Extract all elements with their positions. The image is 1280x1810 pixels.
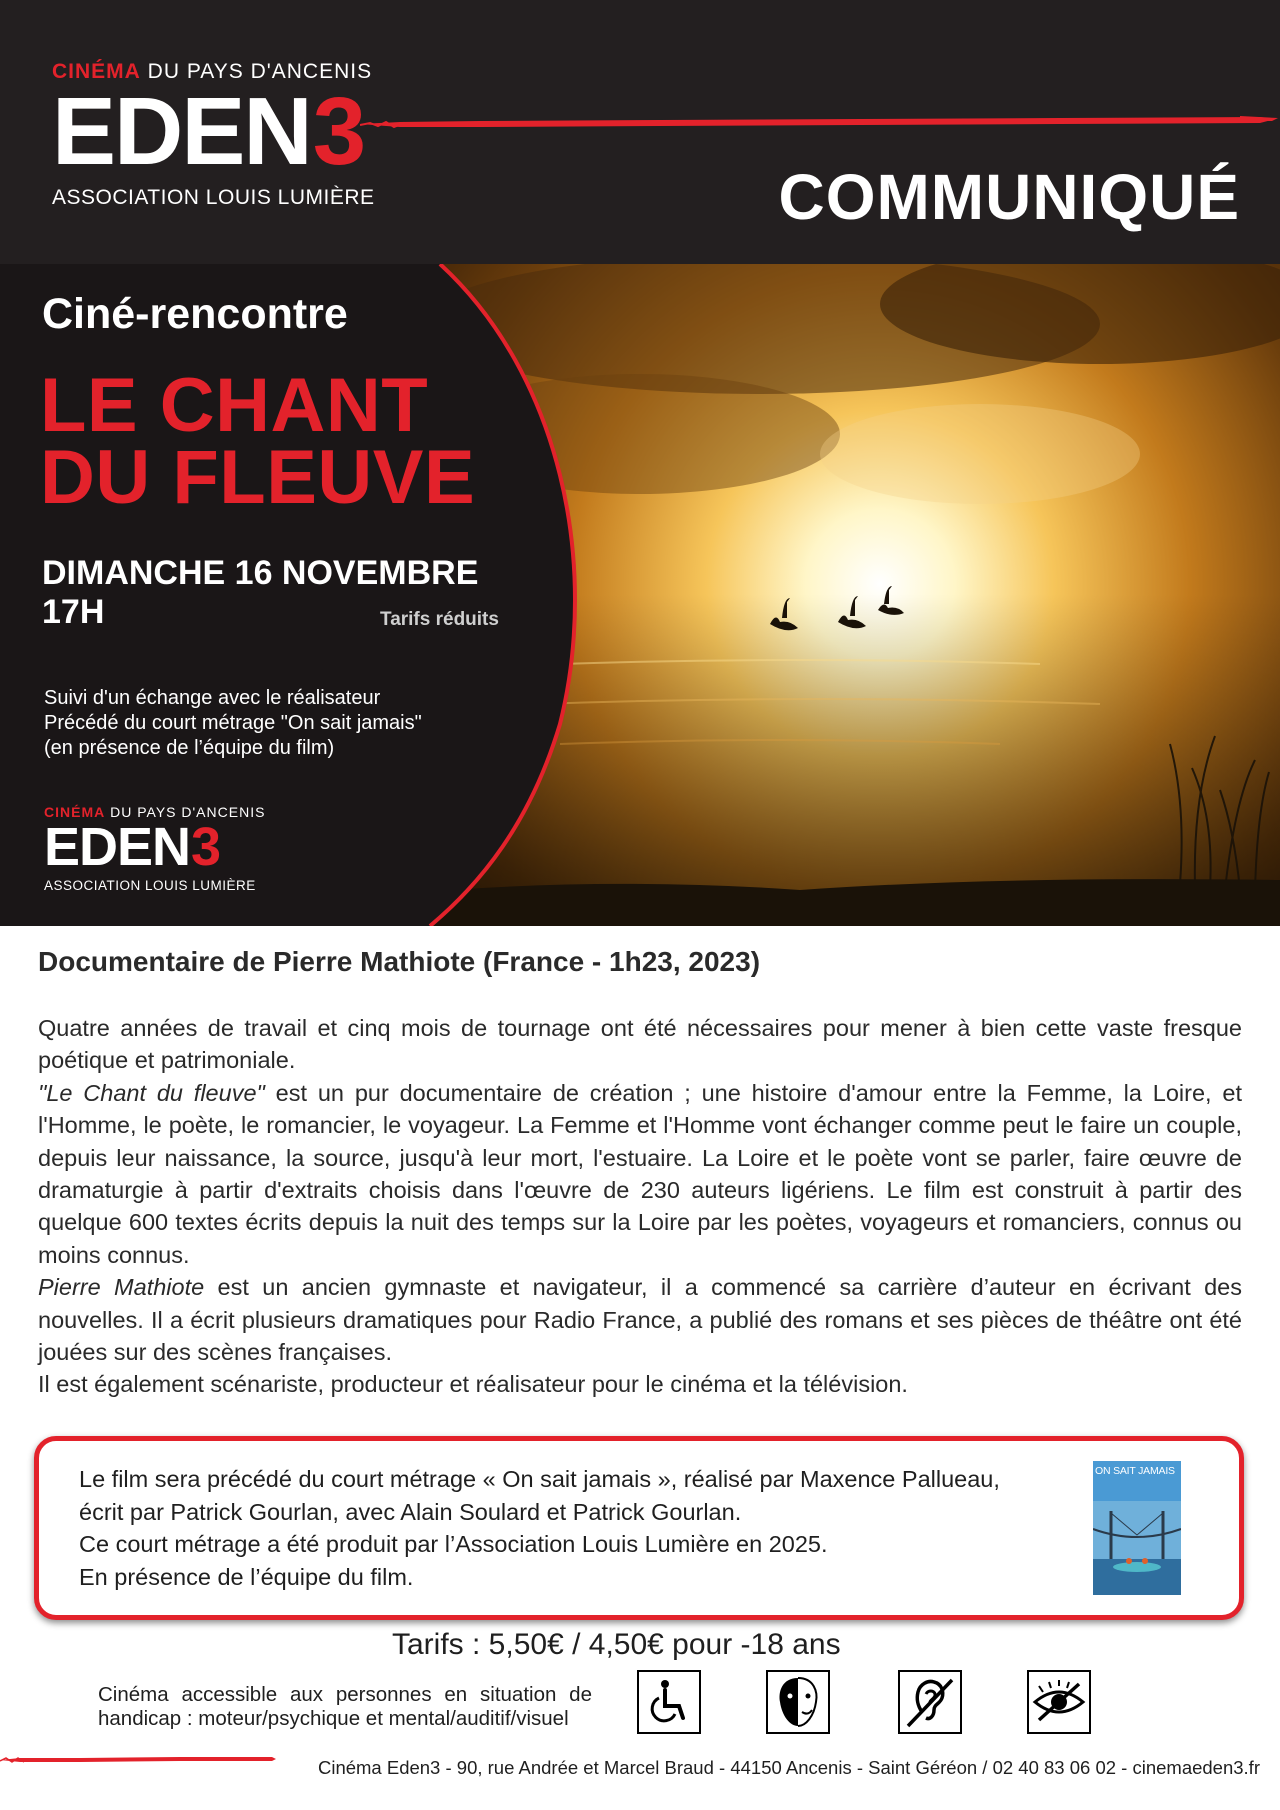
communique-heading: COMMUNIQUÉ (778, 161, 1240, 233)
synopsis (38, 1012, 1242, 1401)
hero-text-panel (0, 264, 600, 926)
short-film-box (34, 1436, 1244, 1620)
visually-impaired-icon (1027, 1670, 1091, 1734)
event-kicker: Ciné-rencontre (42, 290, 348, 338)
accessibility-note: Cinéma accessible aux personnes en situation de handicap : moteur/psychique et mental/auditif/visuel (98, 1683, 592, 1730)
logo-top-line: CINÉMA DU PAYS D'ANCENIS (44, 804, 266, 820)
poster-title: ON SAIT JAMAIS (1095, 1465, 1175, 1477)
documentary-title: Documentaire de Pierre Mathiote (France - 1h23, 2023) (38, 946, 761, 977)
paragraph-4: Il est également scénariste, producteur et réalisateur pour le cinéma et la télévision. (38, 1371, 908, 1398)
hearing-impaired-icon (898, 1670, 962, 1734)
tarifs-reduits-label: Tarifs réduits (380, 609, 499, 630)
eden3-logo (52, 60, 375, 210)
cinema-address: Cinéma Eden3 - 90, rue Andrée et Marcel Braud - 44150 Ancenis - Saint Géréon / 02 40 83 06 02 - cinemaeden3.fr (317, 1757, 1260, 1778)
paragraph-1: Quatre années de travail et cinq mois de tournage ont été nécessaires pour mener à bien cette vaste fresque poétique et patrimoniale. (38, 1015, 1242, 1074)
logo-top-line: CINÉMA DU PAYS D'ANCENIS (52, 60, 373, 83)
paragraph-2: "Le Chant du fleuve" est un pur documentaire de création ; une histoire d'amour entre la Femme, la Loire, et l'Homme, le poète, le romancier, le voyageur. La Femme et l'Homme vont échanger comme peut le faire un couple, depuis leur naissance, la source, jusqu'à leur mort, l'estuaire. La Loire et le poète vont se parler, faire œuvre de dramaturgie à partir d'extraits choisis dans l'œuvre de 230 auteurs ligériens. Le film est construit à partir des quelque 600 textes écrits depuis la nuit des temps sur la Loire par les poètes, voyageurs et romanciers, connus ou moins connus. (38, 1079, 1242, 1268)
short-film-text: Le film sera précédé du court métrage « On sait jamais », réalisé par Maxence Pallueau, écrit par Patrick Gourlan, avec Alain Soulard et Patrick Gourlan. Ce court métrage a été produit par l’Association Louis Lumière en 2025. En présence de l’équipe du film. (79, 1466, 1000, 1590)
red-brush-stroke (360, 112, 1280, 132)
logo-bottom-line: ASSOCIATION LOUIS LUMIÈRE (44, 878, 256, 893)
film-title: LE CHANT DU FLEUVE (40, 363, 476, 520)
logo-mark: EDEN 3 (52, 78, 367, 185)
eden3-logo-small (44, 804, 265, 893)
pricing: Tarifs : 5,50€ / 4,50€ pour -18 ans (392, 1628, 841, 1661)
header (0, 0, 1280, 264)
logo-bottom-line: ASSOCIATION LOUIS LUMIÈRE (52, 186, 375, 209)
paragraph-3: Pierre Mathiote est un ancien gymnaste et navigateur, il a commencé sa carrière d’auteur en écrivant des nouvelles. Il a écrit plusieurs dramatiques pour Radio France, a publié des romans et ses pièces de théâtre ont été jouées sur des scènes françaises. (38, 1274, 1242, 1366)
short-film-poster (1093, 1461, 1181, 1595)
logo-mark: EDEN 3 (44, 817, 222, 877)
event-time: 17H (42, 593, 105, 631)
wheelchair-icon (637, 1670, 701, 1734)
hero-banner (0, 264, 1280, 926)
event-date: DIMANCHE 16 NOVEMBRE (42, 554, 479, 592)
event-details: Suivi d'un échange avec le réalisateur Précédé du court métrage "On sait jamais" (en présence de l’équipe du film) (44, 687, 422, 759)
mental-disability-icon (766, 1670, 830, 1734)
footer-red-brush (0, 1752, 280, 1766)
